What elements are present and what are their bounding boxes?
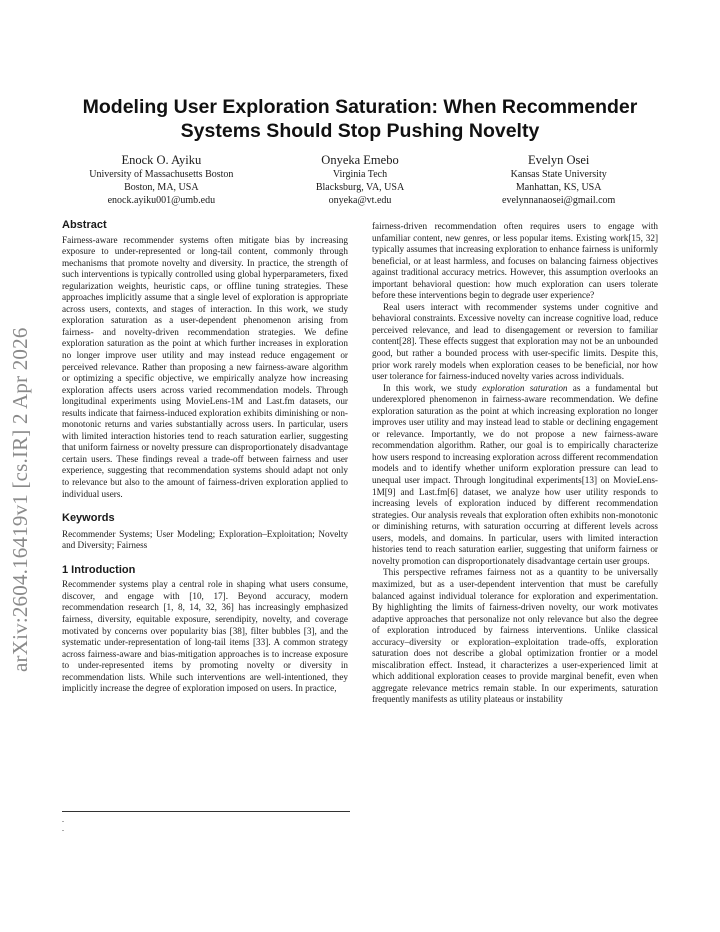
author-location: Manhattan, KS, USA: [515, 182, 602, 193]
author-affiliation: University of Massachusetts Boston: [89, 169, 234, 180]
text-span: as a fundamental but underexplored phenomenon in fairness-aware recommendation. We define exploration saturation as the point at which increasing exploration no longer improves user utility and may instead lead to stable or declining engagement or relevance. Importantly, we do not propose a new fairness-aware recommendation algorithm. Rather, our goal is to empirically characterize how users respond to increasing exploration across different recommendation models and to identify whether uniform exploration pressure can lead to unequal user impact. Through longitudinal experiments[13] on MovieLens-1M[9] and Last.fm[6] dataset, we analyze how user utility responds to increasing levels of exploration induced by different recommendation strategies. Our analysis reveals that exploration often exhibits non-monotonic or diminishing returns, with saturation occurring at different levels across users, models, and domains. In particular, users with limited interaction histories tend to reach saturation earlier, suggesting that uniform fairness or novelty promotion can disproportionately disadvantage certain user groups.: [372, 382, 658, 566]
footnote-mark: .: [62, 815, 64, 824]
keywords-text: Recommender Systems; User Modeling; Exploration–Exploitation; Novelty and Diversity; Fairness: [62, 528, 348, 551]
author-1: [62, 152, 261, 207]
author-block: [62, 152, 658, 207]
intro-paragraph-3: Real users interact with recommender systems under cognitive and behavioral constraints. Excessive novelty can increase cognitive load, reduce perceived relevance, and lead to disengagement or reversion to familiar content[28]. These effects suggest that exploration may not be an unbounded good, but rather a bounded process with user-specific limits. Despite this, prior work rarely models when exploration ceases to be beneficial, nor how user tolerance for fairness-induced novelty varies across individuals.: [372, 301, 658, 382]
author-email: evelynnanaosei@gmail.com: [502, 195, 616, 206]
author-name: Evelyn Osei: [527, 153, 590, 167]
intro-paragraph-2: fairness-driven recommendation often requires users to engage with unfamiliar content, new genres, or less popular items. Existing work[15, 32] typically assumes that increasing exploration to enhance fairness is uniformly beneficial, or at least harmless, and focuses on balancing fairness objectives against traditional accuracy metrics. However, this assumption overlooks an important behavioral question: how much exploration can users tolerate before these interventions begin to degrade user experience?: [372, 221, 658, 301]
intro-paragraph-4: [372, 383, 658, 568]
intro-paragraph-5: This perspective reframes fairness not as a quantity to be universally maximized, but as a user-dependent intervention that must be carefully balanced against individual tolerance for exploration and experimentation. By highlighting the limits of fairness-driven novelty, our work motivates adaptive approaches that personalize not only relevance but also the degree of exploration introduced by fairness interventions. Unlike classical accuracy–diversity or exploration–exploitation trade-offs, exploration saturation does not describe a global optimization frontier or a model miscalibration effect. Instead, it characterizes a user-experienced limit at which additional exploration ceases to provide marginal benefit, even when aggregate relevance metrics remain stable. In our experiments, saturation frequently manifests as utility plateaus or instability: [372, 567, 658, 705]
author-name: Enock O. Ayiku: [121, 153, 202, 167]
text-span: In this work, we study: [383, 382, 483, 393]
author-location: Boston, MA, USA: [124, 182, 199, 193]
author-2: [261, 152, 460, 207]
author-location: Blacksburg, VA, USA: [315, 182, 405, 193]
author-email: onyeka@vt.edu: [328, 195, 392, 206]
keywords-heading: Keywords: [62, 512, 115, 525]
left-column: [62, 220, 348, 695]
abstract-text: Fairness-aware recommender systems often mitigate bias by increasing exposure to under-represented or long-tail content, commonly through mechanisms that promote novelty and diversity. In practice, the strength of such interventions is typically controlled using global hyperparameters, fixed regularization weights, heuristic caps, or offline tuning strategies. These approaches implicitly assume that a single level of exploration is appropriate across users, contexts, and stages of interaction. In this work, we study exploration saturation as a user-dependent phenomenon arising from fairness- and novelty-driven recommendation strategies. We define exploration saturation as the point at which further increases in exploration no longer improve user utility and may instead reduce engagement or perceived relevance. Rather than proposing a new fairness-aware algorithm or optimizing a specific objective, we empirically analyze how increasing exploration affects users across varied recommendation models. Through longitudinal experiments using MovieLens-1M and Last.fm datasets, our results indicate that fairness-induced exploration exhibits diminishing or non-monotonic returns and varies substantially across users. In particular, users with limited interaction histories tend to reach saturation earlier, suggesting that uniform fairness or novelty pressure can disproportionately disadvantage certain users. These findings reveal a trade-off between fairness and user experience, suggesting that recommendation systems should adapt not only to relevance but also to the amount of fairness-driven exploration applied to individual users.: [62, 234, 348, 499]
author-3: [459, 152, 658, 207]
author-email: enock.ayiku001@umb.edu: [107, 195, 216, 206]
arxiv-identifier: arXiv:2604.16419v1 [cs.IR] 2 Apr 2026: [8, 327, 32, 672]
introduction-heading: 1 Introduction: [62, 563, 136, 576]
paper-title: Modeling User Exploration Saturation: When Recommender Systems Should Stop Pushing Novelty: [82, 96, 638, 142]
author-affiliation: Kansas State University: [510, 169, 607, 180]
author-name: Onyeka Emebo: [321, 153, 399, 167]
emphasis-term: exploration saturation: [482, 382, 568, 393]
abstract-heading: Abstract: [62, 219, 107, 231]
author-affiliation: Virginia Tech: [332, 169, 388, 180]
footnote-mark: .: [62, 824, 64, 833]
intro-paragraph-1: Recommender systems play a central role in shaping what users consume, discover, and engage with [10, 17]. Beyond accuracy, modern recommendation research [1, 8, 14, 32, 36] has increasingly emphasized fairness, diversity, equitable exposure, serendipity, novelty, and coverage motivated by concerns over popularity bias [38], filter bubbles [3], and the systematic under-representation of long-tail items [33]. A common strategy across fairness-aware and bias-mitigation approaches is to increase exposure to under-represented items by promoting novelty or diversity in recommendation lists. While such interventions are well-intentioned, they implicitly increase the degree of exploration imposed on users. In practice,: [62, 579, 348, 694]
footnote-rule: [62, 811, 350, 812]
right-column: [372, 221, 658, 706]
